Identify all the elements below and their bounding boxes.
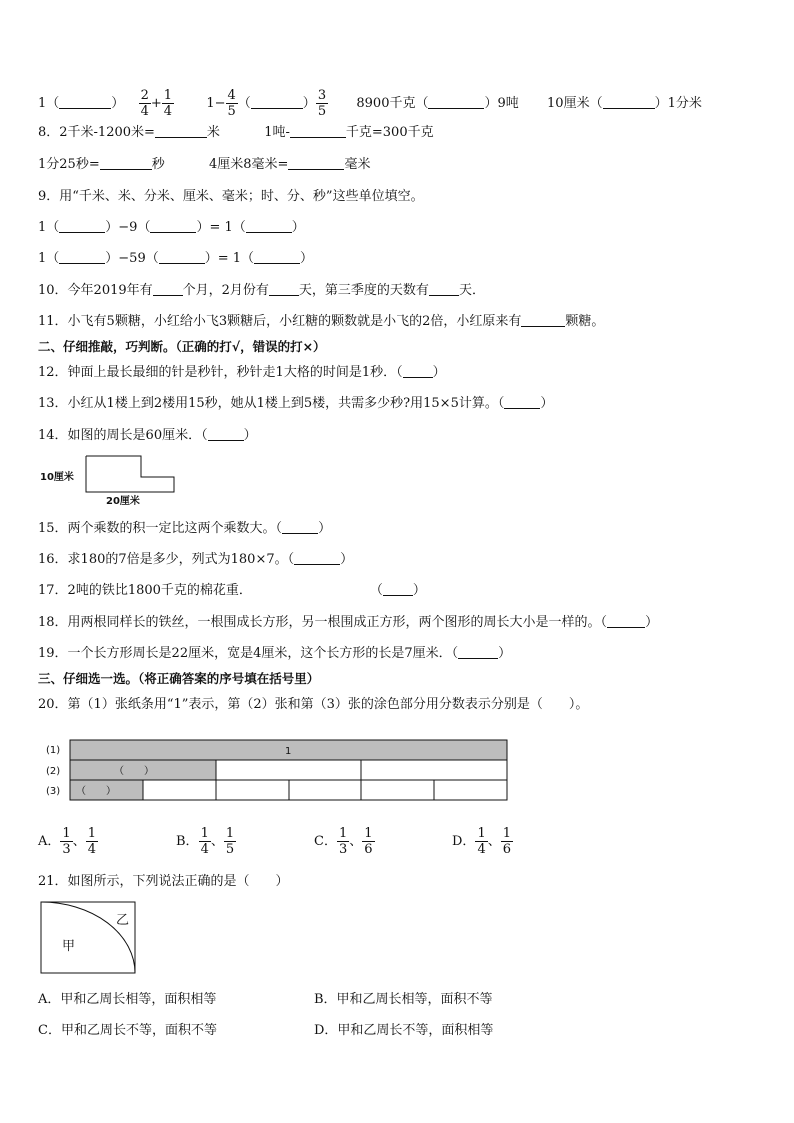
answer-blank[interactable]	[290, 124, 346, 138]
q21-square-arc-figure	[40, 900, 140, 976]
answer-blank[interactable]	[282, 520, 318, 534]
q20-option-a[interactable]: A． $\frac{1}{3}$ 、 $\frac{1}{4}$	[38, 826, 96, 857]
q13-question: 13．小红从1楼上到2楼用15秒，她从1楼上到5楼，共需多少秒?用15×5计算。（ ）	[38, 396, 554, 411]
strip-2-part	[216, 760, 361, 780]
answer-blank[interactable]	[254, 250, 300, 264]
answer-blank[interactable]	[269, 282, 299, 296]
fraction: $\frac{4}{5}$	[227, 88, 236, 119]
strip-2-answer-slot: （ ）	[114, 766, 154, 777]
answer-blank[interactable]	[208, 427, 244, 441]
answer-blank[interactable]	[150, 219, 196, 233]
fraction: $\frac{3}{5}$	[317, 88, 327, 119]
row1-compare: 1（ ） $\frac{2}{4}$ + $\frac{1}{4}$ 1− $\frac{4}{5}$ （ ） $\frac{3}{5}$ 8900千克（ ）9吨 10厘米（ ）1分米	[38, 88, 702, 119]
strip-3-label: (3)	[46, 786, 61, 797]
q8-line1: 8．2千米-1200米= 米 1吨- 千克=300千克	[38, 125, 434, 140]
answer-blank[interactable]	[59, 95, 111, 109]
strip-2-label: (2)	[46, 766, 61, 777]
strip-1-label: (1)	[46, 745, 61, 756]
answer-blank[interactable]	[294, 551, 340, 565]
q21-option-d[interactable]: D．甲和乙周长不等，面积相等	[314, 1023, 494, 1038]
answer-blank[interactable]	[59, 219, 105, 233]
strip-3-part	[216, 780, 289, 800]
q19-question: 19．一个长方形周长是22厘米，宽是4厘米，这个长方形的长是7厘米．（ ）	[38, 646, 512, 661]
answer-blank[interactable]	[504, 395, 540, 409]
q21-option-b[interactable]: B．甲和乙周长相等，面积不等	[314, 992, 493, 1007]
q17-question: 17．2吨的铁比1800千克的棉花重． （ ）	[38, 583, 426, 598]
q21-option-c[interactable]: C．甲和乙周长不等，面积不等	[38, 1023, 217, 1038]
q21-option-a[interactable]: A．甲和乙周长相等，面积相等	[38, 992, 217, 1007]
q8-line2: 1分25秒= 秒 4厘米8毫米= 毫米	[38, 157, 371, 172]
q20-option-d[interactable]: D． $\frac{1}{4}$ 、 $\frac{1}{6}$	[452, 826, 512, 857]
fraction: $\frac{2}{4}$	[140, 88, 149, 119]
strip-3-part	[434, 780, 507, 800]
bottom-length-label: 20厘米	[106, 496, 140, 507]
answer-blank[interactable]	[153, 282, 183, 296]
q15-question: 15．两个乘数的积一定比这两个乘数大。（ ）	[38, 521, 332, 536]
q16-question: 16．求180的7倍是多少，列式为180×7。（ ）	[38, 552, 354, 567]
q21-question: 21．如图所示，下列说法正确的是（ ）	[38, 874, 289, 889]
answer-blank[interactable]	[100, 156, 152, 170]
strip-3-answer-slot: （ ）	[76, 786, 116, 797]
answer-blank[interactable]	[59, 250, 105, 264]
strip-3-part	[289, 780, 361, 800]
answer-blank[interactable]	[428, 95, 484, 109]
answer-blank[interactable]	[429, 282, 459, 296]
q20-question: 20．第（1）张纸条用“1”表示，第（2）张和第（3）张的涂色部分用分数表示分别是（ ）。	[38, 697, 589, 712]
left-length-label: 10厘米	[40, 472, 74, 483]
q12-question: 12．钟面上最长最细的针是秒针，秒针走1大格的时间是1秒．（ ）	[38, 365, 446, 380]
step-shape-outline	[86, 456, 174, 492]
q14-shape-figure	[38, 452, 188, 508]
answer-blank[interactable]	[458, 645, 498, 659]
section-2-heading: 二、仔细推敲，巧判断。（正确的打√，错误的打×）	[38, 339, 326, 354]
q20-option-b[interactable]: B． $\frac{1}{4}$ 、 $\frac{1}{5}$	[176, 826, 235, 857]
q9-row1: 1（ ）−9（ ）= 1（ ）	[38, 220, 305, 235]
answer-blank[interactable]	[603, 95, 655, 109]
answer-blank[interactable]	[383, 582, 413, 596]
q11-question: 11．小飞有5颗糖，小红给小飞3颗糖后，小红糖的颗数就是小飞的2倍，小红原来有 颗糖。	[38, 314, 605, 329]
q20-strips-figure	[40, 736, 512, 806]
q9-row2: 1（ ）−59（ ）= 1（ ）	[38, 251, 314, 266]
q9-question: 9．用“千米、米、分米、厘米、毫米；时、分、秒”这些单位填空。	[38, 189, 424, 204]
q18-question: 18．用两根同样长的铁丝，一根围成长方形，另一根围成正方形，两个图形的周长大小是一样的。（ ）	[38, 615, 659, 630]
region-jia-label: 甲	[62, 939, 76, 954]
answer-blank[interactable]	[159, 250, 205, 264]
q14-question: 14．如图的周长是60厘米．（ ）	[38, 428, 257, 443]
answer-blank[interactable]	[403, 364, 433, 378]
strip-3-part	[361, 780, 434, 800]
answer-blank[interactable]	[251, 95, 303, 109]
region-yi-label: 乙	[116, 913, 130, 928]
strip-1-value: 1	[285, 746, 292, 757]
answer-blank[interactable]	[288, 156, 344, 170]
answer-blank[interactable]	[607, 614, 645, 628]
answer-blank[interactable]	[521, 313, 565, 327]
answer-blank[interactable]	[155, 124, 207, 138]
strip-2-part	[361, 760, 507, 780]
section-3-heading: 三、仔细选一选。（将正确答案的序号填在括号里）	[38, 671, 320, 686]
strip-3-part	[143, 780, 216, 800]
q10-question: 10．今年2019年有 个月，2月份有 天，第三季度的天数有 天．	[38, 283, 485, 298]
fraction: $\frac{1}{4}$	[163, 88, 173, 119]
q20-option-c[interactable]: C． $\frac{1}{3}$ 、 $\frac{1}{6}$	[314, 826, 373, 857]
answer-blank[interactable]	[246, 219, 292, 233]
